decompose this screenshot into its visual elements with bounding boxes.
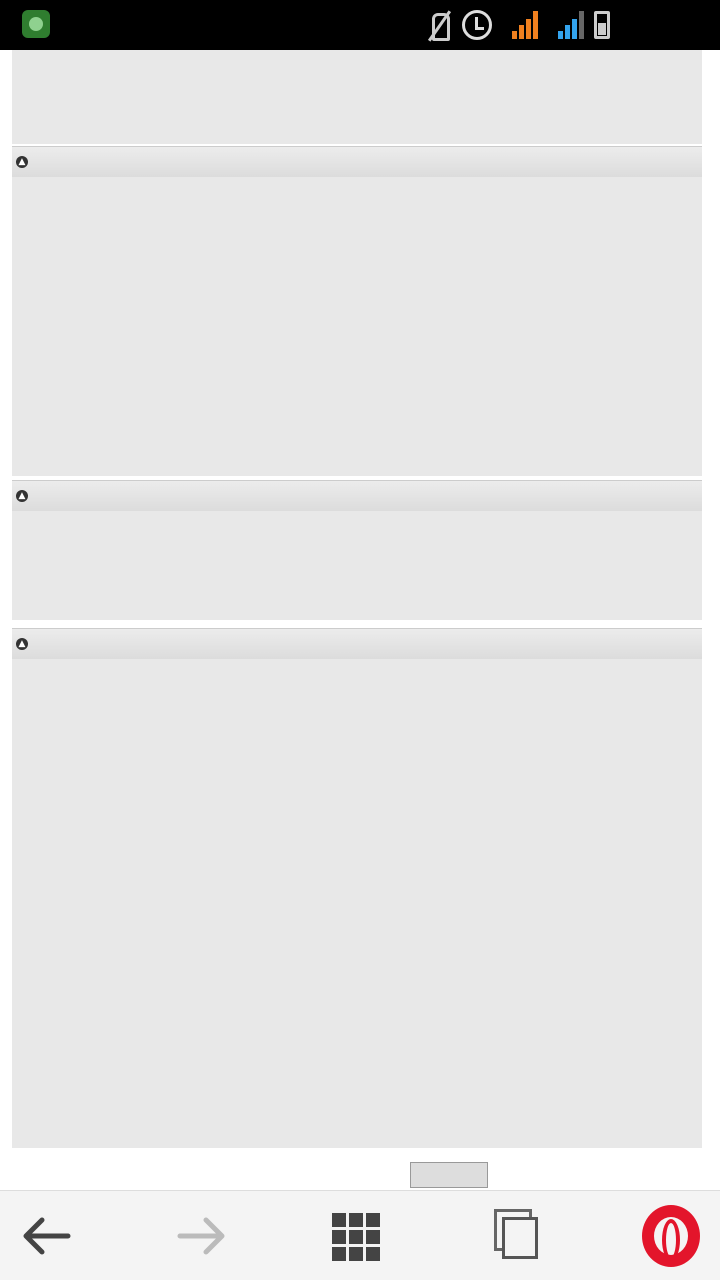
section-deluxe bbox=[12, 146, 702, 476]
previous-section-panel bbox=[12, 50, 702, 144]
opera-menu-icon[interactable] bbox=[642, 1205, 700, 1267]
tabs-button[interactable] bbox=[490, 1209, 540, 1259]
section-gold bbox=[12, 628, 702, 1148]
visit-counter[interactable] bbox=[410, 1162, 488, 1188]
mute-icon bbox=[426, 10, 452, 40]
signal-icon bbox=[512, 11, 538, 39]
alarm-icon bbox=[462, 10, 492, 40]
forward-arrow-icon[interactable] bbox=[174, 1211, 230, 1261]
section-allure bbox=[12, 480, 702, 620]
battery-icon bbox=[594, 11, 610, 39]
collapse-arrow-icon[interactable]: ▲ bbox=[16, 156, 28, 168]
signal-icon-2 bbox=[558, 11, 584, 39]
collapse-arrow-icon[interactable]: ▲ bbox=[16, 638, 28, 650]
section-header[interactable] bbox=[12, 481, 702, 511]
browser-bottom-bar bbox=[0, 1190, 720, 1280]
page-content[interactable] bbox=[0, 50, 720, 1190]
status-icons bbox=[426, 6, 610, 44]
status-bar bbox=[0, 0, 720, 50]
back-arrow-icon[interactable] bbox=[18, 1211, 74, 1261]
section-header[interactable] bbox=[12, 147, 702, 177]
section-header[interactable] bbox=[12, 629, 702, 659]
collapse-arrow-icon[interactable]: ▲ bbox=[16, 490, 28, 502]
app-notification-icon bbox=[22, 10, 50, 38]
speed-dial-grid-icon[interactable] bbox=[332, 1213, 380, 1259]
tab-count bbox=[502, 1217, 538, 1259]
